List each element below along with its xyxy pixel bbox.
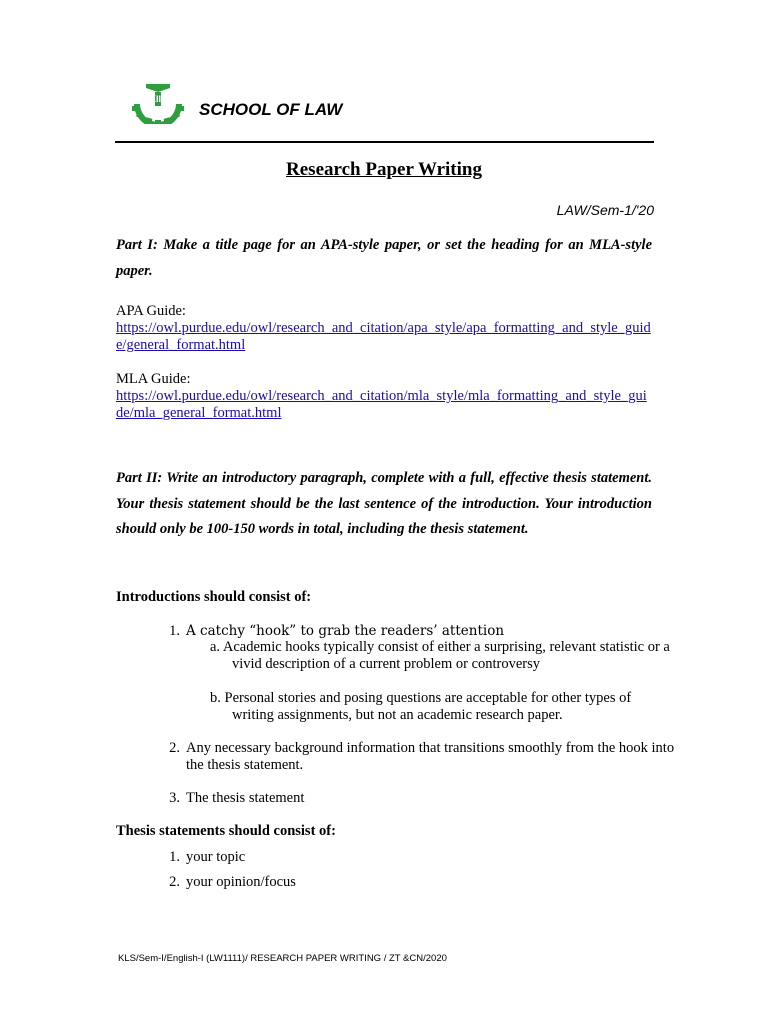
- thesis-heading: Thesis statements should consist of:: [116, 823, 336, 839]
- school-name: SCHOOL OF LAW: [199, 100, 343, 119]
- part1-instructions: Part I: Make a title page for an APA-style paper, or set the heading for an MLA-style paper.: [116, 237, 652, 279]
- kiit-logo: [128, 78, 188, 124]
- list-subitem: b. Personal stories and posing questions are acceptable for other types of writing assignments, but not an academic research paper.: [210, 690, 632, 723]
- apa-guide-label: APA Guide:: [116, 303, 186, 319]
- list-item: 1. A catchy “hook” to grab the readers’ attention: [169, 623, 505, 639]
- svg-text:KIIT: KIIT: [149, 94, 167, 104]
- mla-guide-link[interactable]: https://owl.purdue.edu/owl/research_and_citation/mla_style/mla_formatting_and_style_guide/mla_general_format.html: [116, 388, 647, 421]
- list-item: 1. your topic: [169, 849, 246, 865]
- list-item: 2. your opinion/focus: [169, 874, 296, 890]
- header-divider: [115, 141, 654, 143]
- page-footer: KLS/Sem-I/English-I (LW1111)/ RESEARCH PAPER WRITING / ZT &CN/2020: [118, 953, 447, 964]
- page-title: Research Paper Writing: [286, 159, 482, 180]
- part2-instructions: Part II: Write an introductory paragraph, complete with a full, effective thesis statement. Your thesis statement should be the last sentence of the introduction. Your introduction should only be 100-150 words in total, including the thesis statement.: [116, 470, 652, 537]
- list-item: 2. Any necessary background information that transitions smoothly from the hook into the thesis statement.: [169, 740, 675, 773]
- apa-guide-link[interactable]: https://owl.purdue.edu/owl/research_and_citation/apa_style/apa_formatting_and_style_guide/general_format.html: [116, 320, 651, 353]
- gear-logo-icon: [128, 78, 188, 124]
- list-item: 3. The thesis statement: [169, 790, 305, 806]
- list-subitem: a. Academic hooks typically consist of either a surprising, relevant statistic or a vivid description of a current problem or controversy: [210, 639, 670, 672]
- introductions-heading: Introductions should consist of:: [116, 589, 312, 605]
- mla-guide-label: MLA Guide:: [116, 371, 191, 387]
- course-code: LAW/Sem-1/'20: [556, 202, 654, 218]
